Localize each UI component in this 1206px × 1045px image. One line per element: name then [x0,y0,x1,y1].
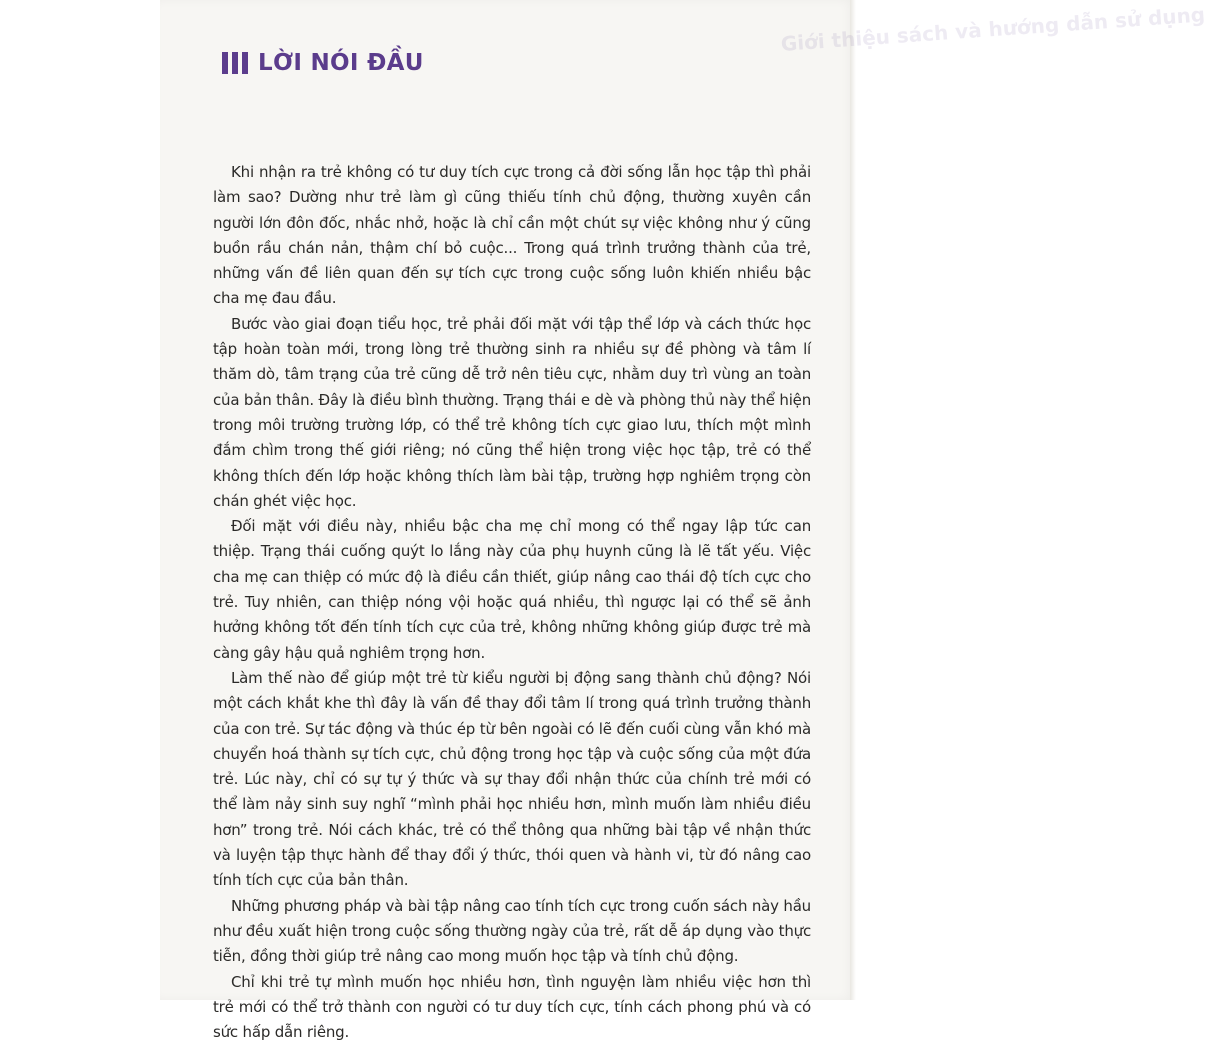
paragraph-5: Những phương pháp và bài tập nâng cao tính tích cực trong cuốn sách này hầu như đều xuất hiện trong cuộc sống thường ngày của trẻ, rất dễ áp dụng vào thực tiễn, đồng thời giúp trẻ nâng cao mong muốn học tập và tính chủ động. [213,894,811,970]
body-text [213,160,811,1045]
page-edge-shadow [850,0,856,1000]
paragraph-3: Đối mặt với điều này, nhiều bậc cha mẹ chỉ mong có thể ngay lập tức can thiệp. Trạng thái cuống quýt lo lắng này của phụ huynh cũng là lẽ tất yếu. Việc cha mẹ can thiệp có mức độ là điều cần thiết, giúp nâng cao thái độ tích cực cho trẻ. Tuy nhiên, can thiệp nóng vội hoặc quá nhiều, thì ngược lại có thể sẽ ảnh hưởng không tốt đến tính tích cực của trẻ, không những không giúp được trẻ mà càng gây hậu quả nghiêm trọng hơn. [213,514,811,666]
title-text: LỜI NÓI ĐẦU [258,50,424,76]
page-title [222,43,424,83]
paragraph-6: Chỉ khi trẻ tự mình muốn học nhiều hơn, tình nguyện làm nhiều việc hơn thì trẻ mới có thể trở thành con người có tư duy tích cực, tính cách phong phú và có sức hấp dẫn riêng. [213,970,811,1045]
paragraph-1: Khi nhận ra trẻ không có tư duy tích cực trong cả đời sống lẫn học tập thì phải làm sao? Dường như trẻ làm gì cũng thiếu tính chủ động, thường xuyên cần người lớn đôn đốc, nhắc nhở, hoặc là chỉ cần một chút sự việc không như ý cũng buồn rầu chán nản, thậm chí bỏ cuộc... Trong quá trình trưởng thành của trẻ, những vấn đề liên quan đến sự tích cực trong cuộc sống luôn khiến nhiều bậc cha mẹ đau đầu. [213,160,811,312]
bleed-through-title: Giới thiệu sách và hướng dẫn sử dụng [780,3,1201,56]
paragraph-4: Làm thế nào để giúp một trẻ từ kiểu người bị động sang thành chủ động? Nói một cách khắt khe thì đây là vấn đề thay đổi tâm lí trong quá trình trưởng thành của con trẻ. Sự tác động và thúc ép từ bên ngoài có lẽ đến cuối cùng vẫn khó mà chuyển hoá thành sự tích cực, chủ động trong học tập và cuộc sống của một đứa trẻ. Lúc này, chỉ có sự tự ý thức và sự thay đổi nhận thức của chính trẻ mới có thể làm nảy sinh suy nghĩ “mình phải học nhiều hơn, mình muốn làm nhiều điều hơn” trong trẻ. Nói cách khác, trẻ có thể thông qua những bài tập về nhận thức và luyện tập thực hành để thay đổi ý thức, thói quen và hành vi, từ đó nâng cao tính tích cực của bản thân. [213,666,811,894]
title-bars-icon [222,52,248,74]
paragraph-2: Bước vào giai đoạn tiểu học, trẻ phải đối mặt với tập thể lớp và cách thức học tập hoàn toàn mới, trong lòng trẻ thường sinh ra nhiều sự đề phòng và tâm lí thăm dò, tâm trạng của trẻ cũng dễ trở nên tiêu cực, nhằm duy trì vùng an toàn của bản thân. Đây là điều bình thường. Trạng thái e dè và phòng thủ này thể hiện trong môi trường trường lớp, có thể trẻ không tích cực giao lưu, thích một mình đắm chìm trong thế giới riêng; nó cũng thể hiện trong việc học tập, trẻ có thể không thích đến lớp hoặc không thích làm bài tập, trường hợp nghiêm trọng còn chán ghét việc học. [213,312,811,514]
